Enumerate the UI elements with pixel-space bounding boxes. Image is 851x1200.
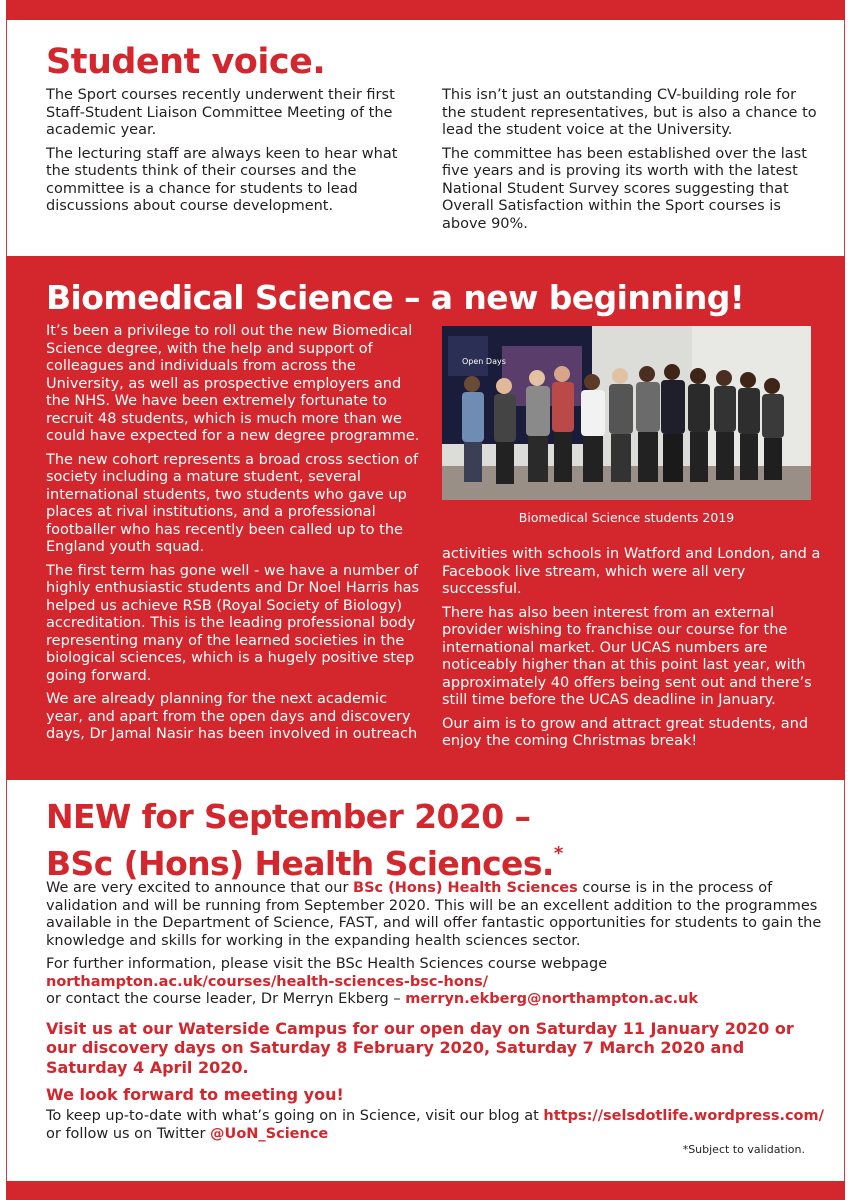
- photo-caption: Biomedical Science students 2019: [518, 510, 735, 525]
- students-group-photo: [442, 326, 811, 500]
- look-forward-text: We look forward to meeting you!: [46, 1085, 344, 1104]
- biomedical-left-column: [46, 323, 426, 750]
- top-red-bar: [6, 0, 845, 20]
- course-webpage-link[interactable]: northampton.ac.uk/courses/health-sciences-bsc-hons/: [46, 973, 489, 990]
- paragraph: Our aim is to grow and attract great students, and enjoy the coming Christmas break!: [442, 715, 809, 749]
- student-voice-title: Student voice.: [46, 42, 326, 82]
- contact-email-link[interactable]: merryn.ekberg@northampton.ac.uk: [405, 991, 699, 1007]
- biomedical-title: Biomedical Science – a new beginning!: [46, 278, 745, 317]
- twitter-handle-link[interactable]: @UoN_Science: [210, 1125, 329, 1142]
- paragraph: We are already planning for the next academic year, and apart from the open days and discovery days, Dr Jamal Nasir has been involved in outreach: [46, 691, 418, 742]
- student-voice-left-column: [46, 87, 416, 222]
- paragraph: activities with schools in Watford and London, and a Facebook live stream, which were all very successful.: [442, 546, 821, 597]
- intro-paragraph: [46, 880, 826, 950]
- intro-text-end: course is in the process of validation and will be running from September 2020. This will be an excellent addition to the programmes available in the Department of Science, FAST, and will offer fantastic opportunities for students to gain the knowledge and skills for working in the expanding health sciences sector.: [46, 880, 822, 949]
- health-sciences-section: [6, 780, 845, 1181]
- student-voice-right-column: [442, 87, 822, 239]
- course-name: BSc (Hons) Health Sciences: [353, 880, 578, 896]
- screen-text: Open Days: [462, 357, 506, 366]
- paragraph: The first term has gone well - we have a number of highly enthusiastic students and Dr Noel Harris has helped us achieve RSB (Royal Society of Biology) accreditation. This is the leading professional body representing many of the learned societies in the biological sciences, which is a hugely positive step going forward.: [46, 562, 420, 684]
- open-day-announcement: Visit us at our Waterside Campus for our open day on Saturday 11 January 2020 or our discovery days on Saturday 8 February 2020, Saturday 7 March 2020 and Saturday 4 April 2020.: [46, 1018, 794, 1077]
- subject-to-validation-note: *Subject to validation.: [682, 1143, 805, 1156]
- info-paragraph: [46, 956, 826, 1009]
- biomedical-right-column: [442, 546, 822, 757]
- blog-text: To keep up-to-date with what’s going on in Science, visit our blog at: [46, 1108, 544, 1124]
- paragraph: There has also been interest from an external provider wishing to franchise our course for the international market. Our UCAS numbers are noticeably higher than at this point last year, with approximately 40 offers being sent out and there’s still time before the UCAS deadline in January.: [442, 604, 812, 708]
- paragraph: The Sport courses recently underwent their first Staff-Student Liaison Committee Meeting of the academic year.: [46, 87, 395, 138]
- intro-text: We are very excited to announce that our: [46, 880, 354, 896]
- title-line-1: NEW for September 2020 –: [46, 797, 531, 836]
- health-sciences-body: [46, 880, 826, 1149]
- bottom-red-bar: [6, 1181, 845, 1200]
- paragraph: The lecturing staff are always keen to hear what the students think of their courses and the committee is a chance for students to lead discussions about course development.: [46, 145, 398, 214]
- paragraph: The new cohort represents a broad cross section of society including a mature student, several international students, two students who gave up places at rival institutions, and a professional footballer who has recently been called up to the England youth squad.: [46, 451, 419, 555]
- blog-paragraph: [46, 1108, 826, 1143]
- health-sciences-title: [46, 798, 563, 882]
- title-line-2: BSc (Hons) Health Sciences.: [46, 844, 554, 883]
- student-voice-section: [6, 20, 845, 256]
- contact-text: or contact the course leader, Dr Merryn Ekberg –: [46, 991, 406, 1007]
- biomedical-section: [6, 256, 845, 780]
- paragraph: This isn’t just an outstanding CV-building role for the student representatives, but is also a chance to lead the student voice at the University.: [442, 87, 817, 138]
- paragraph: It’s been a privilege to roll out the new Biomedical Science degree, with the help and support of colleagues and individuals from across the University, as well as prospective employers and the NHS. We have been extremely fortunate to recruit 48 students, which is much more than we could have expected for a new degree programme.: [46, 323, 420, 444]
- validation-asterisk: *: [553, 843, 563, 864]
- info-text: For further information, please visit the BSc Health Sciences course webpage: [46, 956, 608, 972]
- twitter-text: or follow us on Twitter: [46, 1125, 211, 1142]
- paragraph: The committee has been established over the last five years and is proving its worth with the latest National Student Survey scores suggesting that Overall Satisfaction within the Sport courses is above 90%.: [442, 145, 807, 232]
- blog-link[interactable]: https://selsdotlife.wordpress.com/: [543, 1108, 824, 1124]
